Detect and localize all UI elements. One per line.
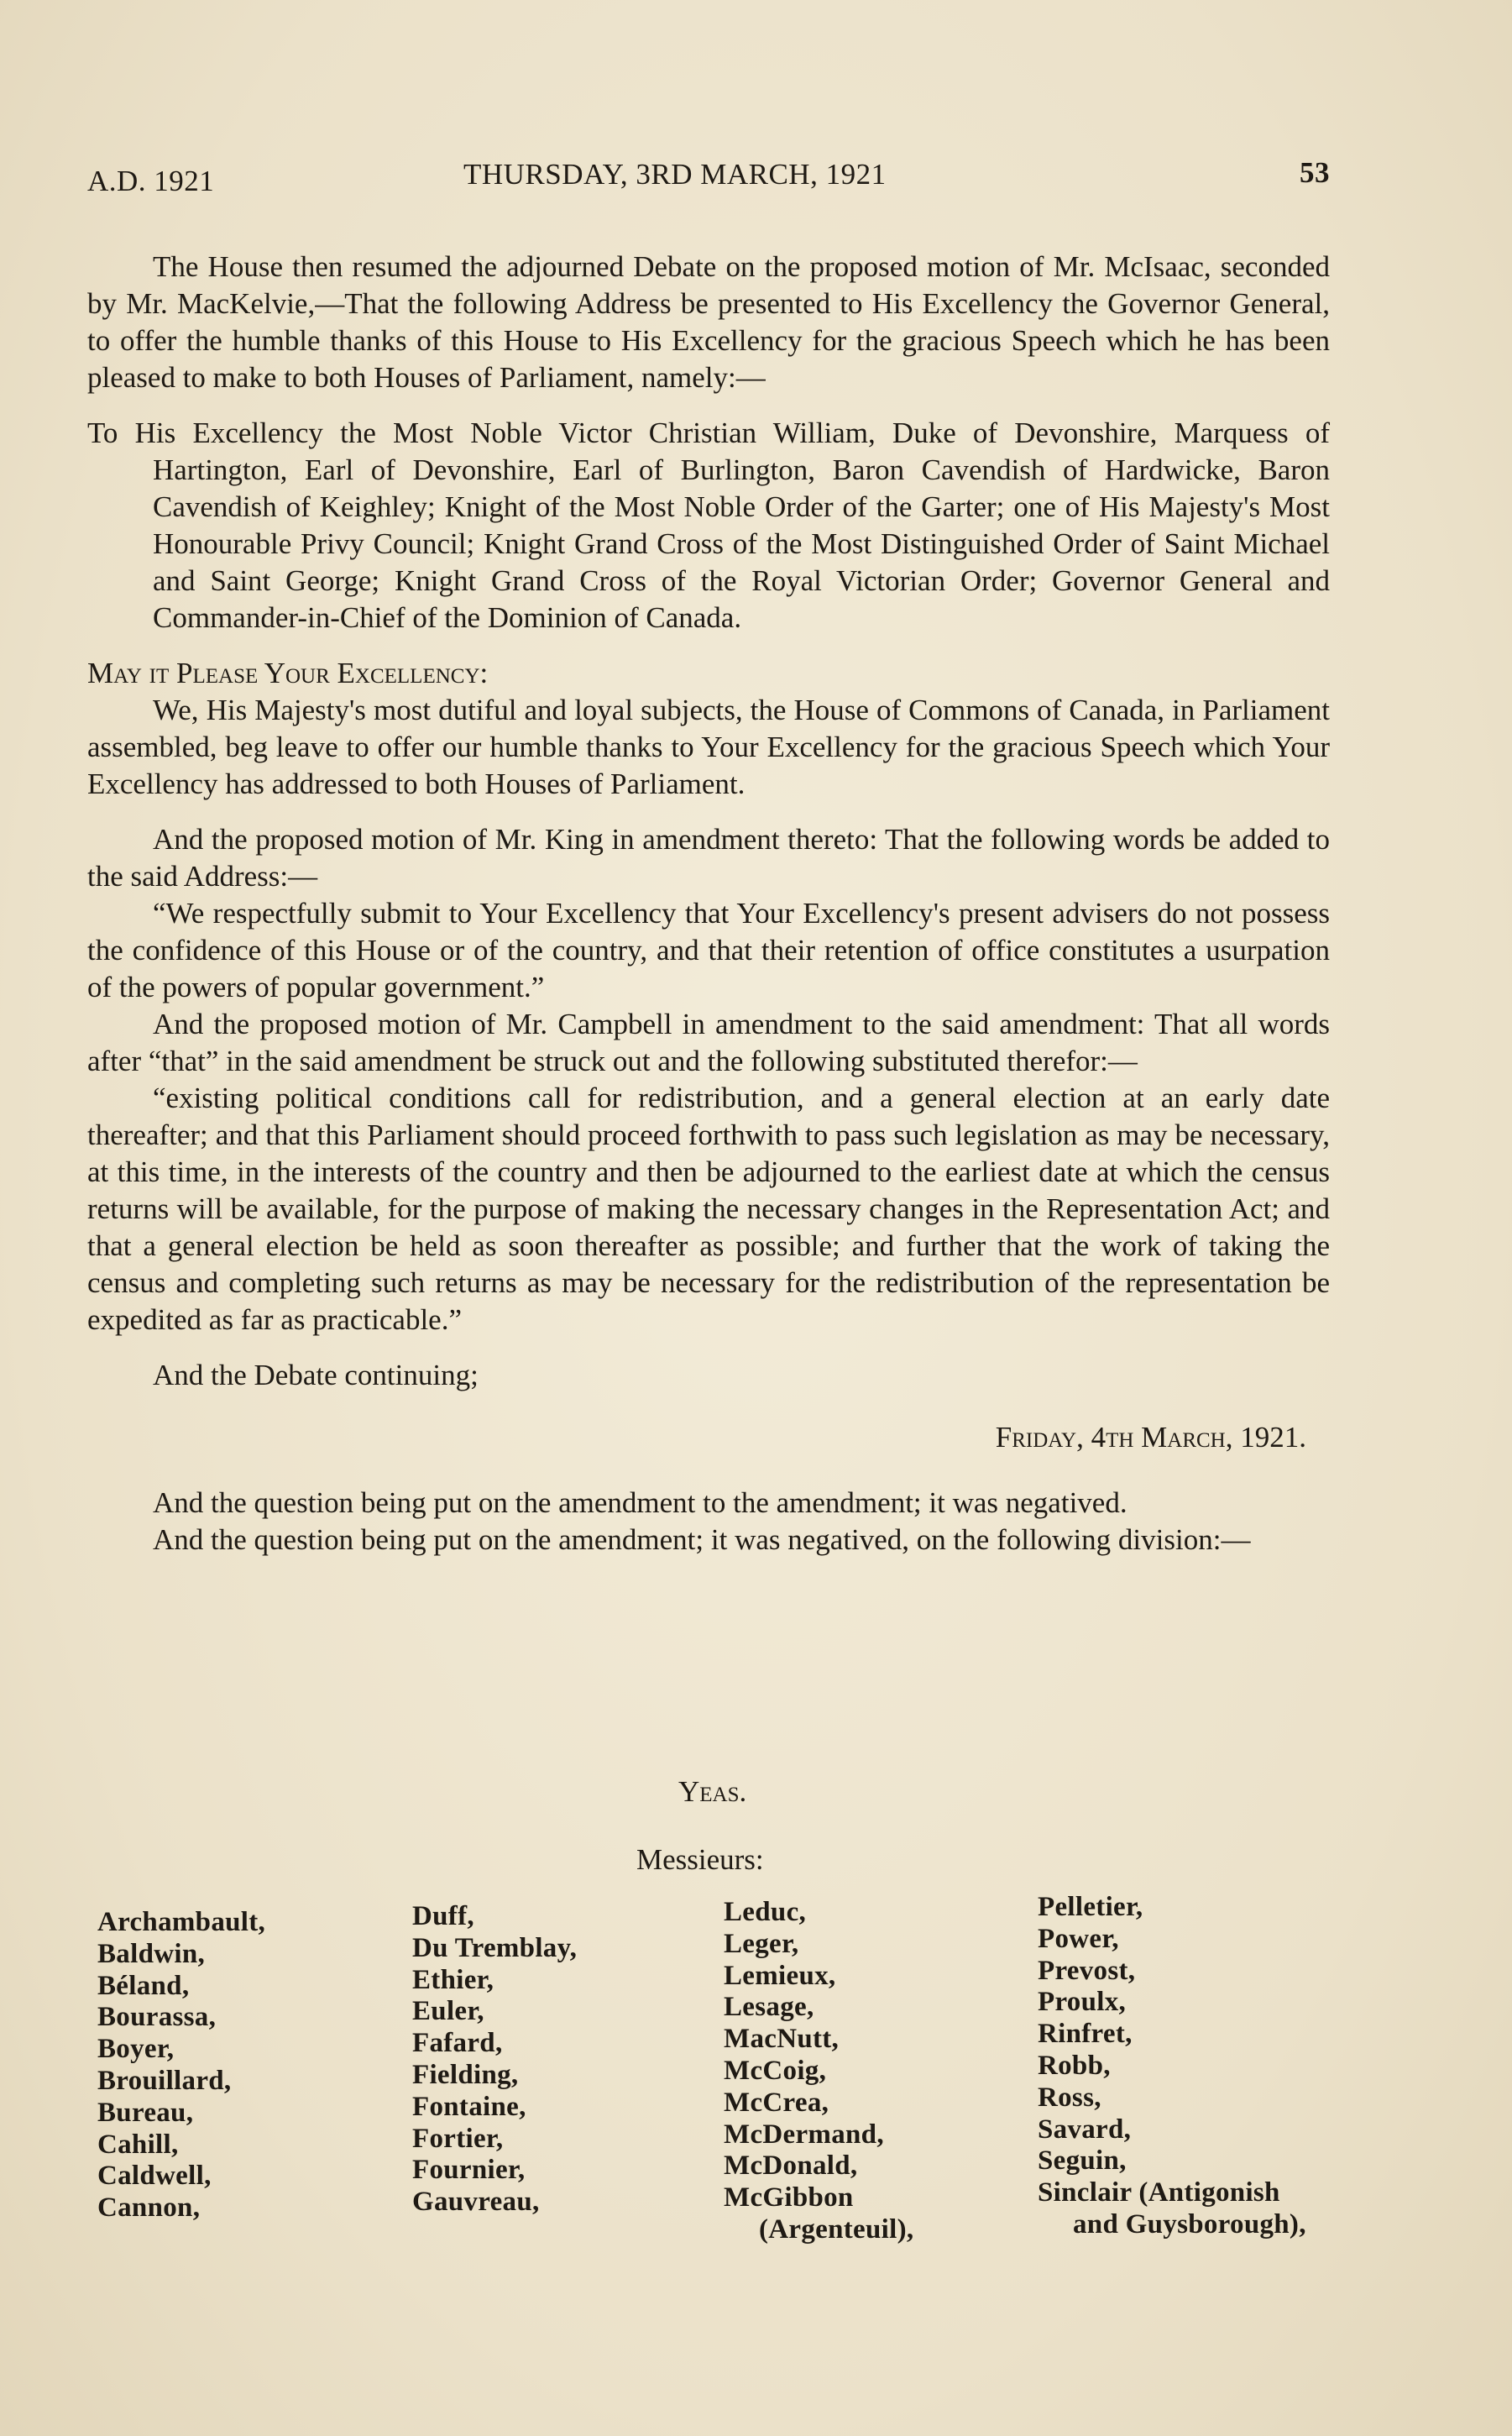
member-name: Euler,	[412, 1996, 484, 2027]
member-name: Du Tremblay,	[412, 1932, 578, 1963]
member-name: Brouillard,	[97, 2065, 232, 2096]
member-name: MacNutt,	[724, 2024, 840, 2055]
header-date: THURSDAY, 3RD MARCH, 1921	[463, 158, 887, 191]
paragraph-question-subamendment: And the question being put on the amendment to the amendment; it was negatived.	[153, 1486, 1127, 1519]
member-name: Cannon,	[97, 2192, 201, 2224]
member-name: Leduc,	[724, 1897, 807, 1927]
member-name: McDonald,	[724, 2150, 858, 2182]
paragraph-loyal-subjects: We, His Majesty's most dutiful and loyal subjects, the House of Commons of Canada, in Parliament assembled, beg leave to offer our humble thanks to Your Excellency for the gracious Speech which Your Excellency has addressed to both Houses of Parliament.	[87, 694, 1330, 800]
member-name: Power,	[1038, 1923, 1119, 1954]
member-name: Bourassa,	[97, 2002, 217, 2033]
member-name: Robb,	[1038, 2050, 1111, 2081]
member-name: McGibbon	[724, 2182, 854, 2213]
member-name: Duff,	[412, 1901, 474, 1931]
member-name: Proulx,	[1038, 1987, 1127, 2018]
header-year: A.D. 1921	[87, 165, 215, 197]
member-name: Lemieux,	[724, 1960, 836, 1991]
member-name: McCoig,	[724, 2055, 827, 2086]
member-name: Baldwin,	[97, 1938, 206, 1969]
member-name: Archambault,	[97, 1907, 266, 1937]
member-name: Boyer,	[97, 2034, 175, 2065]
member-name: Ross,	[1038, 2082, 1101, 2113]
member-name: Leger,	[724, 1928, 799, 1959]
member-name: Béland,	[97, 1970, 190, 2001]
paragraph-resumed-debate: The House then resumed the adjourned Debate on the proposed motion of Mr. McIsaac, seconded by Mr. MacKelvie,—That the following Address be presented to His Excellency the Governor General, to offer the humble thanks of this House to His Excellency for the gracious Speech which he has been pleased to make to both Houses of Parliament, namely:—	[87, 250, 1330, 394]
member-name: Sinclair (Antigonish	[1038, 2177, 1280, 2208]
salutation: May it Please Your Excellency:	[87, 657, 489, 689]
member-name: Seguin,	[1038, 2145, 1127, 2177]
member-name: Fortier,	[412, 2123, 504, 2154]
member-name-continuation: and Guysborough),	[1073, 2208, 1306, 2240]
date-line: Friday, 4th March, 1921.	[995, 1421, 1306, 1454]
member-name: Fielding,	[412, 2059, 519, 2090]
member-name: Rinfret,	[1038, 2019, 1133, 2050]
member-name: Gauvreau,	[412, 2187, 540, 2218]
page-number: 53	[1300, 156, 1330, 189]
member-name: Fafard,	[412, 2028, 503, 2059]
member-name: Cahill,	[97, 2129, 179, 2160]
paragraph-king-amendment: And the proposed motion of Mr. King in amendment thereto: That the following words be added to the said Address:—	[87, 823, 1330, 893]
yeas-column-4	[1038, 1892, 1306, 2241]
member-name: Fontaine,	[412, 2091, 526, 2122]
member-name: Savard,	[1038, 2114, 1132, 2145]
member-name: Fournier,	[412, 2155, 526, 2186]
paragraph-campbell-subamendment: And the proposed motion of Mr. Campbell in amendment to the said amendment: That all words after “that” in the said amendment be struck out and the following substituted therefor:—	[87, 1008, 1330, 1077]
yeas-heading: Yeas.	[678, 1775, 747, 1808]
member-name: McDermand,	[724, 2119, 884, 2150]
paragraph-question-amendment: And the question being put on the amendment; it was negatived, on the following division:—	[153, 1523, 1251, 1556]
yeas-column-3	[724, 1897, 913, 2246]
member-name: Prevost,	[1038, 1955, 1136, 1986]
member-name: Lesage,	[724, 1992, 814, 2023]
member-name: Bureau,	[97, 2097, 194, 2128]
member-name: Pelletier,	[1038, 1892, 1143, 1922]
paragraph-debate-continuing: And the Debate continuing;	[153, 1359, 479, 1391]
member-name: Ethier,	[412, 1964, 494, 1995]
member-name: McCrea,	[724, 2087, 829, 2118]
member-name: Caldwell,	[97, 2161, 212, 2192]
paragraph-amendment-text: “We respectfully submit to Your Excellency that Your Excellency's present advisers do not possess the confidence of this House or of the country, and that their retention of office constitutes a usurpation of the powers of popular government.”	[87, 897, 1330, 1003]
main-text	[87, 249, 1330, 1559]
messieurs-subheading: Messieurs:	[636, 1843, 764, 1876]
address-to-governor-general: To His Excellency the Most Noble Victor Christian William, Duke of Devonshire, Marquess of Hartington, Earl of Devonshire, Earl of Burlington, Baron Cavendish of Hardwicke, Baron Cavendish of Keighley; Knight of the Most Noble Order of the Garter; one of His Majesty's Most Honourable Privy Council; Knight Grand Cross of the Most Distinguished Order of Saint Michael and Saint George; Knight Grand Cross of the Royal Victorian Order; Governor General and Commander-in-Chief of the Dominion of Canada.	[87, 416, 1330, 634]
member-name-continuation: (Argenteuil),	[759, 2213, 914, 2245]
yeas-column-1	[97, 1907, 265, 2224]
yeas-column-2	[412, 1901, 577, 2219]
paragraph-subamendment-text: “existing political conditions call for redistribution, and a general election at an early date thereafter; and that this Parliament should proceed forthwith to pass such legislation as may be necessary, at this time, in the interests of the country and then be adjourned to the earliest date at which the census returns will be available, for the purpose of making the necessary changes in the Representation Act; and that a general election be held as soon thereafter as possible; and further that the work of taking the census and completing such returns as may be necessary for the redistribution of the representation be expedited as far as practicable.”	[87, 1082, 1330, 1336]
